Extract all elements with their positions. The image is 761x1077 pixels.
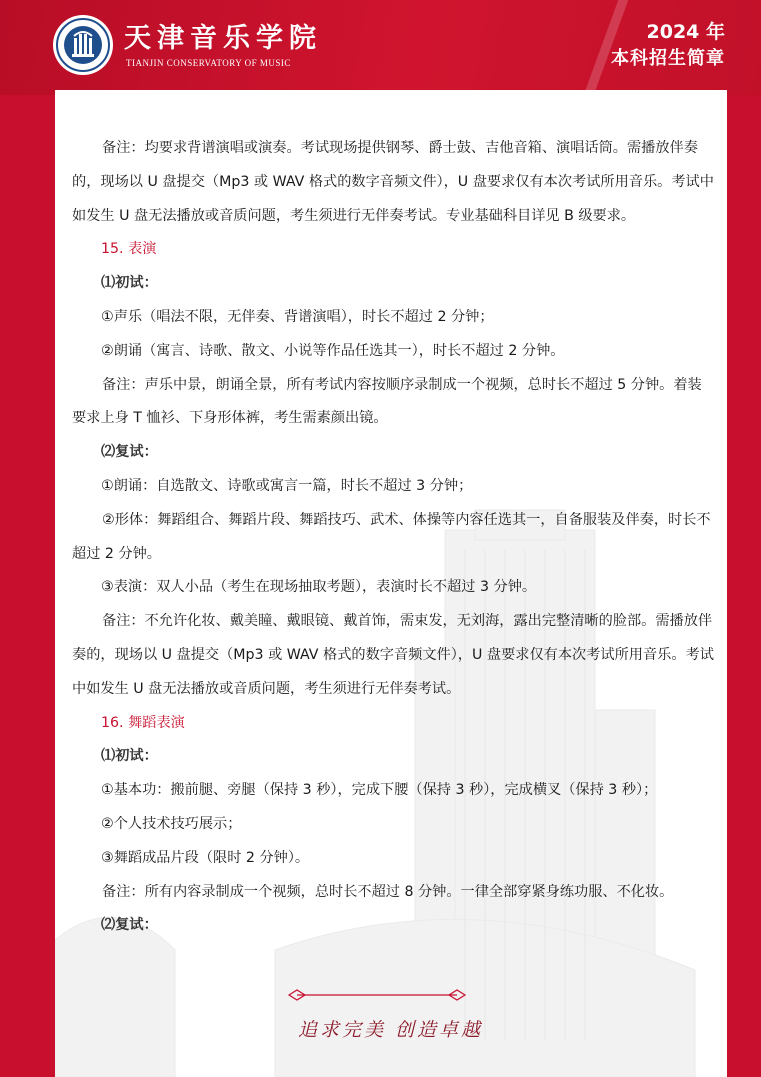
paragraph-note: 备注：所有内容录制成一个视频，总时长不超过 8 分钟。一律全部穿紧身练功服、不化妆。 bbox=[102, 883, 674, 900]
section-heading-16: 16. 舞蹈表演 bbox=[101, 714, 185, 731]
list-item: ②个人技术技巧展示； bbox=[101, 815, 242, 832]
footer-slogan: 追求完美 创造卓越 bbox=[298, 1019, 484, 1041]
school-logo bbox=[52, 14, 114, 76]
subheading-prelim-16: ⑴初试： bbox=[101, 748, 158, 765]
list-item: ②朗诵（寓言、诗歌、散文、小说等作品任选其一），时长不超过 2 分钟。 bbox=[101, 342, 565, 359]
list-item: ①声乐（唱法不限，无伴奏、背谱演唱），时长不超过 2 分钟； bbox=[101, 308, 494, 325]
list-item: ①基本功：搬前腿、旁腿（保持 3 秒），完成下腰（保持 3 秒），完成横叉（保持 3 秒）； bbox=[101, 782, 658, 799]
brochure-content bbox=[72, 132, 714, 943]
subheading-retest-15: ⑵复试： bbox=[101, 444, 158, 461]
footer-ornament bbox=[287, 987, 467, 1003]
paragraph-note: 备注：不允许化妆、戴美瞳、戴眼镜、戴首饰，需束发，无刘海，露出完整清晰的脸部。需播放伴奏的，现场以 U 盘提交（Mp3 或 WAV 格式的数字音频文件），U 盘要求仅有本次考试所用音乐。考试中如发生 U 盘无法播放或音质问题，考生须进行无伴奏考试。 bbox=[72, 613, 714, 697]
brochure-year: 2024 年 bbox=[646, 21, 725, 43]
list-item: ③舞蹈成品片段（限时 2 分钟）。 bbox=[101, 849, 310, 866]
school-name-en: TIANJIN CONSERVATORY OF MUSIC bbox=[126, 58, 291, 68]
document-page bbox=[55, 90, 727, 1077]
school-name-cn: 天津音乐学院 bbox=[124, 23, 322, 54]
list-item: ①朗诵：自选散文、诗歌或寓言一篇，时长不超过 3 分钟； bbox=[101, 477, 473, 494]
list-item: ②形体：舞蹈组合、舞蹈片段、舞蹈技巧、武术、体操等内容任选其一，自备服装及伴奏，时长不超过 2 分钟。 bbox=[72, 511, 711, 562]
list-item: ③表演：双人小品（考生在现场抽取考题），表演时长不超过 3 分钟。 bbox=[101, 579, 537, 596]
section-heading-15: 15. 表演 bbox=[101, 241, 157, 258]
brochure-title: 本科招生简章 bbox=[611, 48, 725, 69]
subheading-prelim-15: ⑴初试： bbox=[101, 275, 158, 292]
subheading-retest-16: ⑵复试： bbox=[101, 917, 158, 934]
paragraph-note-top: 备注：均要求背谱演唱或演奏。考试现场提供钢琴、爵士鼓、吉他音箱、演唱话筒。需播放伴奏的，现场以 U 盘提交（Mp3 或 WAV 格式的数字音频文件），U 盘要求仅有本次考试所用音乐。考试中如发生 U 盘无法播放或音质问题，考生须进行无伴奏考试。专业基础科目详见 B 级要求。 bbox=[72, 140, 714, 224]
paragraph-note: 备注：声乐中景，朗诵全景，所有考试内容按顺序录制成一个视频，总时长不超过 5 分钟。着装要求上身 T 恤衫、下身形体裤，考生需素颜出镜。 bbox=[72, 376, 702, 427]
